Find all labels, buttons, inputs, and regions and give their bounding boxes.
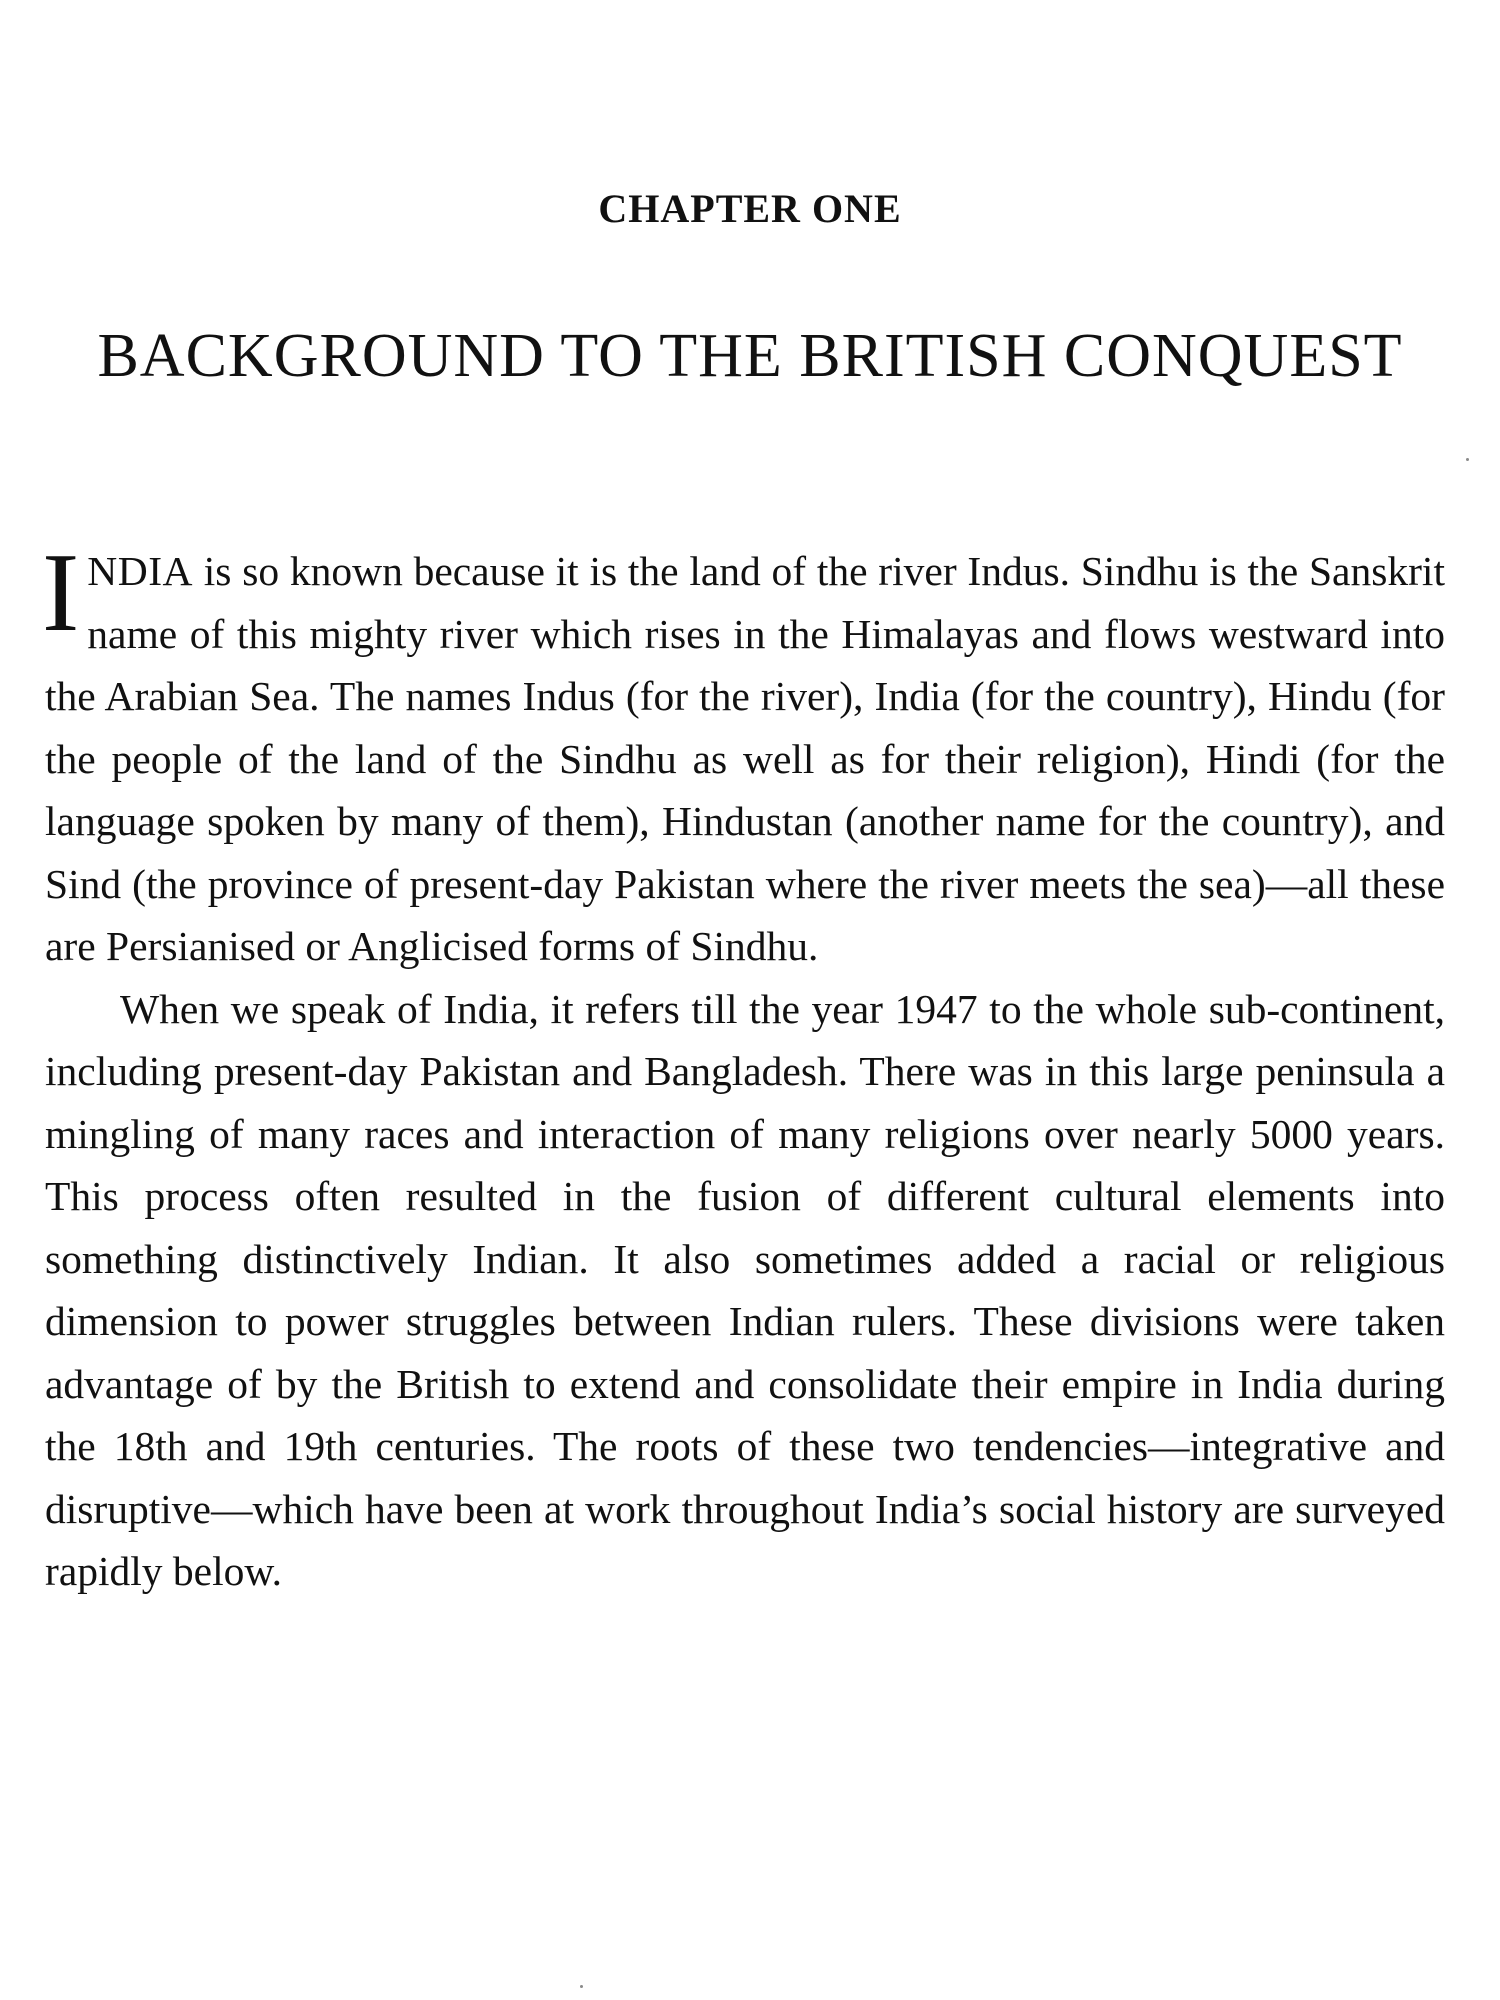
paper-speck bbox=[1466, 458, 1469, 461]
drop-cap: I bbox=[42, 531, 80, 655]
chapter-title: BACKGROUND TO THE BRITISH CONQUEST bbox=[97, 322, 1403, 390]
chapter-number: CHAPTER ONE bbox=[598, 186, 902, 231]
lead-word: NDIA bbox=[87, 548, 194, 594]
paragraph-2: When we speak of India, it refers till the year 1947 to the whole sub-continent, including present-day Pakistan and Bangladesh. There was in this large peninsula a mingling of many races and interaction of many religions over nearly 5000 years. This process often resulted in the fusion of different cultural elements into something distinctively Indian. It also sometimes added a racial or religious dimension to power struggles between Indian rulers. These divisions were taken advantage of by the British to extend and consolidate their empire in India during the 18th and 19th centuries. The roots of these two tendencies—integrative and disruptive—which have been at work throughout India’s social history are surveyed rapidly below. bbox=[45, 985, 1445, 1594]
paper-speck bbox=[580, 1985, 583, 1988]
chapter-body bbox=[42, 531, 1445, 1603]
paragraph-1 bbox=[42, 531, 1445, 978]
paragraph-1-text: is so known because it is the land of the river Indus. Sindhu is the Sanskrit name of this mighty river which rises in the Himalayas and flows westward into the Arabian Sea. The names Indus (for the river), India (for the country), Hindu (for the people of the land of the Sindhu as well as for their religion), Hindi (for the language spoken by many of them), Hindustan (another name for the country), and Sind (the province of present-day Pakistan where the river meets the sea)—all these are Persianised or Anglicised forms of Sindhu. bbox=[45, 548, 1445, 969]
